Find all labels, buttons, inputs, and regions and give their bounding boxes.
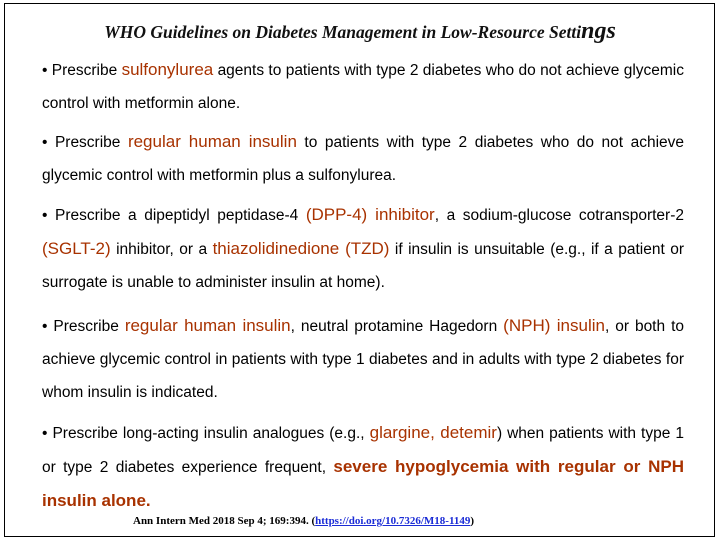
segment: • Prescribe (42, 134, 128, 151)
doi-link[interactable]: https://doi.org/10.7326/M18-1149 (315, 515, 471, 527)
segment: , neutral protamine Hagedorn (290, 318, 504, 335)
highlight-term: sulfonylurea (121, 60, 214, 79)
highlight-term: glargine, detemir (369, 423, 497, 442)
highlight-term: thiazolidinedione (TZD) (212, 239, 390, 258)
bullet-regular-insulin (42, 125, 684, 192)
segment: inhibitor, or a (110, 241, 213, 258)
segment: • Prescribe (42, 318, 125, 335)
bullet-dpp4-sglt2-tzd (42, 198, 684, 299)
title-text: WHO Guidelines on Diabetes Management in Low-Resource Setti (104, 22, 582, 42)
highlight-term: regular human insulin (124, 316, 291, 335)
segment: to patients with type 2 diabetes who do not achieve glycemic control with metformin plus a sulfonylurea. (42, 134, 685, 184)
citation-close: ) (470, 515, 475, 527)
segment: , a sodium-glucose cotransporter-2 (434, 207, 684, 224)
citation-text: Ann Intern Med 2018 Sep 4; 169:394. ( (133, 515, 316, 527)
highlight-term: (DPP-4) inhibitor (305, 205, 435, 224)
highlight-term: severe hypoglycemia with regular or NPH insulin alone. (42, 457, 684, 510)
segment: if insulin is unsuitable (e.g., if a patient or surrogate is unable to administer insulin at home). (42, 241, 685, 291)
bullet-sulfonylurea (42, 53, 684, 120)
highlight-term: (SGLT-2) (42, 239, 111, 258)
highlight-term: (NPH) insulin (503, 316, 605, 335)
slide-title (0, 18, 720, 45)
segment: , or both to achieve glycemic control in patients with type 1 diabetes and in adults with type 2 diabetes for whom insulin is indicated. (42, 318, 684, 401)
segment: agents to patients with type 2 diabetes who do not achieve glycemic control with metformin alone. (42, 62, 684, 112)
segment: ) when patients with type 1 or type 2 diabetes experience frequent, (42, 425, 684, 476)
title-text-tail: ngs (581, 18, 616, 44)
segment: • Prescribe (42, 62, 122, 79)
bullet-nph-insulin (42, 309, 684, 409)
citation (133, 515, 474, 527)
segment: • Prescribe long-acting insulin analogues (e.g., (42, 425, 370, 442)
segment: • Prescribe a dipeptidyl peptidase-4 (42, 207, 306, 224)
bullet-long-acting-analogues (42, 416, 684, 518)
highlight-term: regular human insulin (127, 132, 297, 151)
